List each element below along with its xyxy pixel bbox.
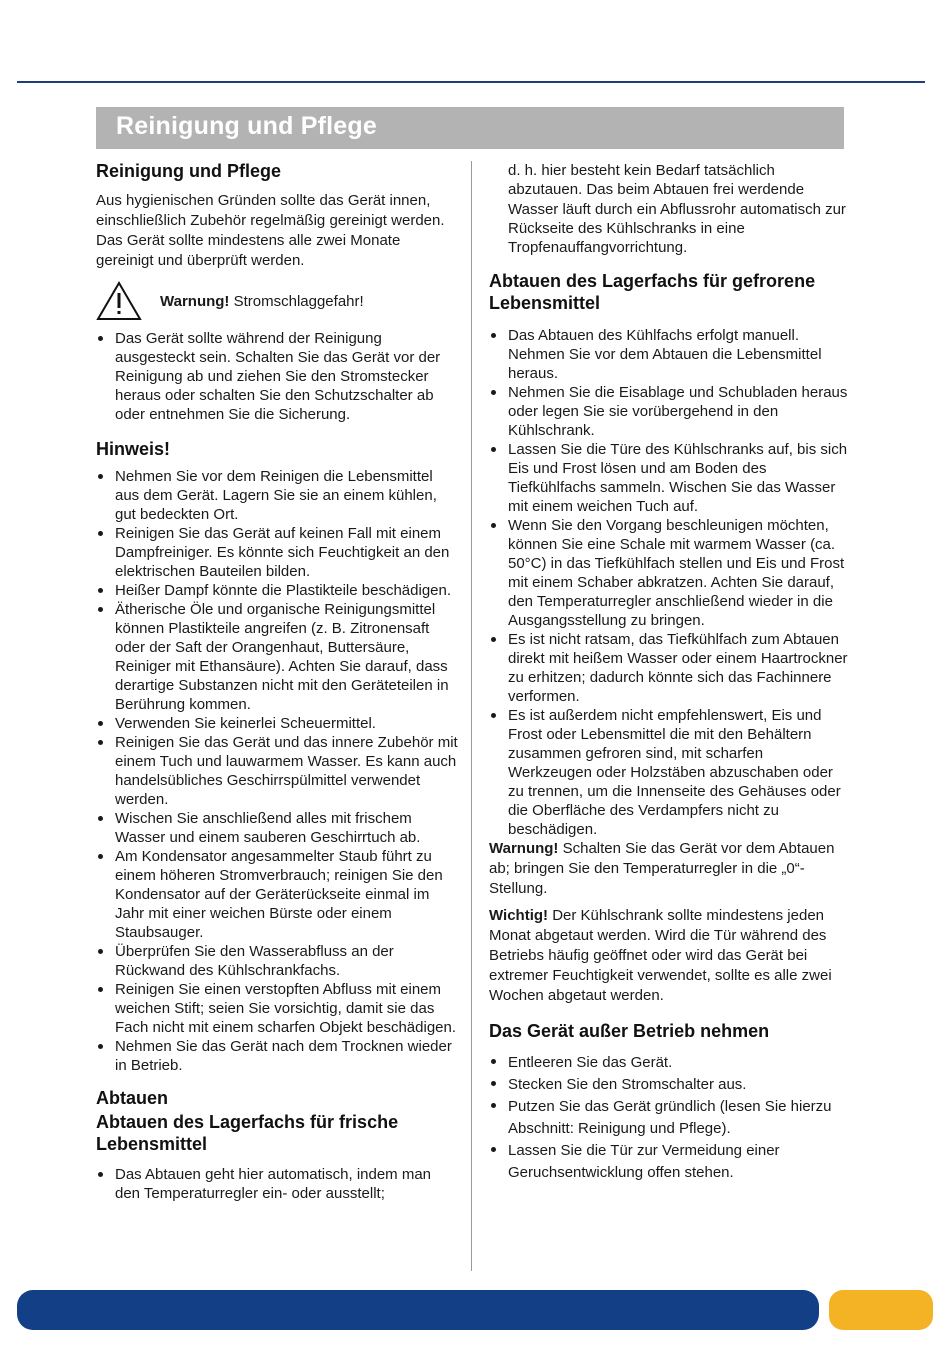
continuation-paragraph: d. h. hier besteht kein Bedarf tatsächlich abzutauen. Das beim Abtauen frei werdende Wasser läuft durch ein Abflussrohr automatisch zur Rückseite des Kühlschranks in eine Tropfenauffangvorrichtung. xyxy=(508,162,846,257)
list-item: Entleeren Sie das Gerät. xyxy=(489,1052,849,1074)
list-item: Das Gerät sollte während der Reinigung ausgesteckt sein. Schalten Sie das Gerät vor der Reinigung ab und ziehen Sie den Stromstecker heraus oder schalten Sie den Schutzschalter ab oder entnehmen Sie die Sicherung. xyxy=(96,329,460,424)
list-item: Reinigen Sie einen verstopften Abfluss mit einem weichen Stift; seien Sie vorsichtig, damit sie das Fach nicht mit einem scharfen Objekt beschädigen. xyxy=(96,980,460,1037)
shutdown-list xyxy=(489,1052,849,1184)
warning2-label: Warnung! xyxy=(489,840,559,858)
warning-row xyxy=(96,281,460,321)
top-rule xyxy=(17,81,925,83)
warning-message: Stromschlaggefahr! xyxy=(229,292,364,310)
list-item: Nehmen Sie das Gerät nach dem Trocknen wieder in Betrieb. xyxy=(96,1037,460,1075)
list-item: Das Abtauen geht hier automatisch, indem man den Temperaturregler ein- oder ausstellt; xyxy=(96,1165,460,1203)
right-column xyxy=(489,161,849,1184)
list-item: Putzen Sie das Gerät gründlich (lesen Sie hierzu Abschnitt: Reinigung und Pflege). xyxy=(489,1096,849,1140)
list-item: Reinigen Sie das Gerät auf keinen Fall mit einem Dampfreiniger. Es könnte sich Feuchtigkeit an den elektrischen Bauteilen bilden. xyxy=(96,524,460,581)
list-item: Verwenden Sie keinerlei Scheuermittel. xyxy=(96,714,460,733)
column-divider xyxy=(471,161,472,1271)
list-item: Nehmen Sie die Eisablage und Schubladen heraus oder legen Sie sie vorübergehend in den Kühlschrank. xyxy=(489,383,849,440)
important-label: Wichtig! xyxy=(489,907,549,925)
frozen-list xyxy=(489,326,849,839)
heading-defrost: Abtauen xyxy=(96,1088,168,1108)
important-paragraph xyxy=(489,906,849,1006)
warning-triangle-icon xyxy=(96,281,142,321)
warning-text xyxy=(160,293,364,310)
list-item: Es ist nicht ratsam, das Tiefkühlfach zum Abtauen direkt mit heißem Wasser oder einem Haartrockner zu erhitzen; dadurch könnte sich das Fachinnere verformen. xyxy=(489,630,849,706)
footer-page-tab xyxy=(829,1290,933,1330)
list-item: Am Kondensator angesammelter Staub führt zu einem höheren Stromverbrauch; reinigen Sie den Kondensator auf der Geräterückseite einmal im Jahr mit einer weichen Bürste oder einem Staubsauger. xyxy=(96,847,460,942)
heading-shutdown: Das Gerät außer Betrieb nehmen xyxy=(489,1021,770,1042)
heading-defrost-fresh: Abtauen des Lagerfachs für frische Lebensmittel xyxy=(96,1112,399,1154)
banner-title: Reinigung und Pflege xyxy=(116,112,377,140)
footer-bar xyxy=(17,1290,819,1330)
warning2-text: Schalten Sie das Gerät vor dem Abtauen ab; bringen Sie den Temperaturregler in die „0“-Stellung. xyxy=(489,840,835,898)
hint-list xyxy=(96,467,460,1075)
warning-label: Warnung! xyxy=(160,292,230,310)
heading-defrost-frozen: Abtauen des Lagerfachs für gefrorene Lebensmittel xyxy=(489,271,816,314)
list-item: Lassen Sie die Tür zur Vermeidung einer Geruchsentwicklung offen stehen. xyxy=(489,1140,849,1184)
list-item: Das Abtauen des Kühlfachs erfolgt manuell. Nehmen Sie vor dem Abtauen die Lebensmittel heraus. xyxy=(489,326,849,383)
intro-paragraph: Aus hygienischen Gründen sollte das Gerät innen, einschließlich Zubehör regelmäßig gereinigt werden. Das Gerät sollte mindestens alle zwei Monate gereinigt und überprüft werden. xyxy=(96,192,445,269)
heading-cleaning: Reinigung und Pflege xyxy=(96,161,281,181)
list-item: Es ist außerdem nicht empfehlenswert, Eis und Frost oder Lebensmittel die mit den Behältern zusammen gefroren sind, mit scharfen Werkzeugen oder Holzstäben abzuschaben oder zu trennen, um die Innenseite des Gehäuses oder die Oberfläche des Verdampfers nicht zu beschädigen. xyxy=(489,706,849,839)
list-item: Reinigen Sie das Gerät und das innere Zubehör mit einem Tuch und lauwarmem Wasser. Es kann auch handelsübliches Geschirrspülmittel verwendet werden. xyxy=(96,733,460,809)
heading-hint: Hinweis! xyxy=(96,439,171,459)
warning2-paragraph xyxy=(489,839,849,899)
list-item: Ätherische Öle und organische Reinigungsmittel können Plastikteile angreifen (z. B. Zitronensaft oder der Saft der Orangenhaut, Buttersäure, Reiniger mit Ethansäure). Achten Sie darauf, dass derartige Substanzen nicht mit den Geräteteilen in Berührung kommen. xyxy=(96,600,460,714)
left-column xyxy=(96,160,460,1203)
list-item: Wenn Sie den Vorgang beschleunigen möchten, können Sie eine Schale mit warmem Wasser (ca. 50°C) in das Tiefkühlfach stellen und Eis und Frost mit einem Schaber abkratzen. Achten Sie darauf, den Temperaturregler anschließend wieder in die Ausgangsstellung zu bringen. xyxy=(489,516,849,630)
warning-list xyxy=(96,329,460,424)
list-item: Überprüfen Sie den Wasserabfluss an der Rückwand des Kühlschrankfachs. xyxy=(96,942,460,980)
list-item: Wischen Sie anschließend alles mit frischem Wasser und einem sauberen Geschirrtuch ab. xyxy=(96,809,460,847)
list-item: Stecken Sie den Stromschalter aus. xyxy=(489,1074,849,1096)
list-item: Heißer Dampf könnte die Plastikteile beschädigen. xyxy=(96,581,460,600)
section-banner xyxy=(96,107,844,149)
defrost-fresh-list xyxy=(96,1165,460,1203)
important-text: Der Kühlschrank sollte mindestens jeden Monat abgetaut werden. Wird die Tür während des Betriebs häufig geöffnet oder wird das Gerät bei extremer Feuchtigkeit verwendet, sollte es alle zwei Wochen abgetaut werden. xyxy=(489,907,832,1005)
list-item: Nehmen Sie vor dem Reinigen die Lebensmittel aus dem Gerät. Lagern Sie sie an einem kühlen, gut bedeckten Ort. xyxy=(96,467,460,524)
list-item: Lassen Sie die Türe des Kühlschranks auf, bis sich Eis und Frost lösen und am Boden des Tiefkühlfachs sammeln. Wischen Sie das Wasser mit einem weichen Tuch auf. xyxy=(489,440,849,516)
